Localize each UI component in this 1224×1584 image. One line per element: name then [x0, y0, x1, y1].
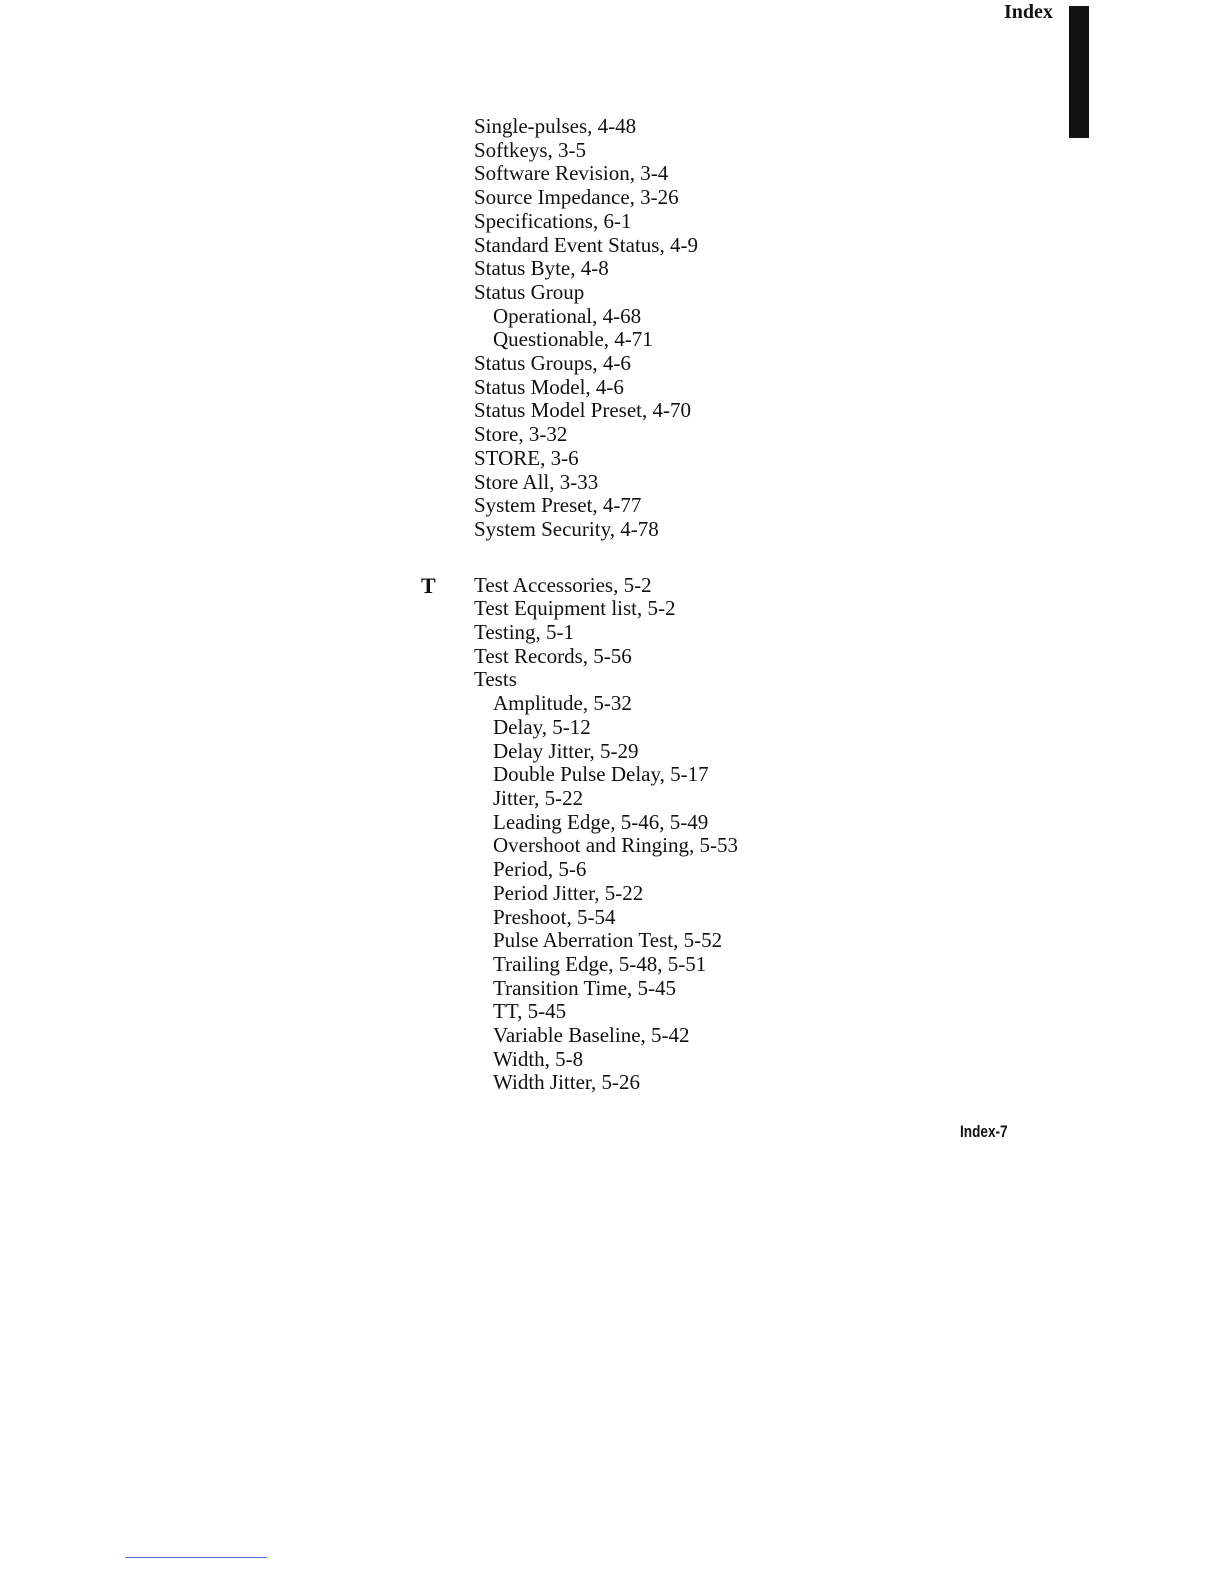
- entry-text: Test Equipment list, 5-2: [474, 596, 676, 621]
- index-entry: [474, 597, 854, 621]
- entry-text: Softkeys, 3-5: [474, 137, 586, 162]
- entry-text: Software Revision, 3-4: [474, 161, 669, 186]
- index-entry: [474, 115, 854, 139]
- index-entry: [474, 645, 854, 669]
- entry-text: Standard Event Status, 4-9: [474, 232, 698, 257]
- index-subentry: [474, 1000, 854, 1024]
- index-subentry: [474, 787, 854, 811]
- entry-text: Source Impedance, 3-26: [474, 185, 679, 210]
- entry-text: Delay, 5-12: [493, 714, 591, 739]
- entry-text: Preshoot, 5-54: [493, 904, 616, 929]
- entry-text: TT, 5-45: [493, 999, 567, 1024]
- index-subentry: [474, 811, 854, 835]
- entry-text: Delay Jitter, 5-29: [493, 738, 639, 763]
- index-entry: [474, 494, 854, 518]
- entry-text: Transition Time, 5-45: [493, 975, 677, 1000]
- index-subentry: [474, 1048, 854, 1072]
- index-subentry: [474, 1071, 854, 1095]
- index-subentry: [474, 882, 854, 906]
- entry-text: Test Records, 5-56: [474, 643, 632, 668]
- entry-text: Status Model Preset, 4-70: [474, 398, 691, 423]
- entry-text: Operational, 4-68: [493, 303, 642, 328]
- section-gap: [474, 542, 854, 574]
- index-subentry: [474, 977, 854, 1001]
- index-entry: [474, 399, 854, 423]
- entry-text: Store, 3-32: [474, 422, 568, 447]
- entry-text: Status Groups, 4-6: [474, 351, 631, 376]
- entry-text: Specifications, 6-1: [474, 208, 632, 233]
- footer-rule: [125, 1557, 267, 1558]
- entry-text: Width, 5-8: [493, 1046, 584, 1071]
- index-entry: [474, 281, 854, 305]
- entry-text: Leading Edge, 5-46, 5-49: [493, 809, 709, 834]
- entry-text: Double Pulse Delay, 5-17: [493, 762, 709, 787]
- index-entry: [474, 162, 854, 186]
- entry-text: Status Model, 4-6: [474, 374, 624, 399]
- index-entry: [474, 257, 854, 281]
- index-subentry: [474, 740, 854, 764]
- index-entry: [474, 447, 854, 471]
- index-entry: [474, 139, 854, 163]
- entry-text: STORE, 3-6: [474, 445, 579, 470]
- index-subentry: [474, 858, 854, 882]
- index-entry: [421, 572, 854, 598]
- entry-text: System Preset, 4-77: [474, 493, 642, 518]
- index-entry: [474, 352, 854, 376]
- index-entries: [421, 114, 854, 1095]
- index-subentry: [474, 692, 854, 716]
- entry-text: Overshoot and Ringing, 5-53: [493, 833, 738, 858]
- index-subentry: [474, 305, 854, 329]
- entry-text: Status Byte, 4-8: [474, 256, 609, 281]
- entry-text: Tests: [474, 667, 517, 692]
- index-entry: [474, 518, 854, 542]
- running-header-title: Index: [1004, 1, 1053, 23]
- entry-text: Test Accessories, 5-2: [474, 572, 652, 597]
- entry-text: Jitter, 5-22: [493, 785, 584, 810]
- entry-text: Period Jitter, 5-22: [493, 880, 644, 905]
- page-number: Index-7: [960, 1122, 1008, 1141]
- index-subentry: [474, 834, 854, 858]
- index-subentry: [474, 1024, 854, 1048]
- index-thumb-tab: [1069, 6, 1089, 138]
- index-section: [421, 572, 854, 1095]
- index-entry: [474, 186, 854, 210]
- section-letter: T: [421, 572, 436, 598]
- entry-text: Store All, 3-33: [474, 469, 599, 494]
- entry-text: Trailing Edge, 5-48, 5-51: [493, 951, 707, 976]
- index-entry: [474, 376, 854, 400]
- index-subentry: [474, 906, 854, 930]
- index-entry: [474, 210, 854, 234]
- entry-text: Width Jitter, 5-26: [493, 1070, 641, 1095]
- entry-text: Variable Baseline, 5-42: [493, 1023, 690, 1048]
- entry-text: Questionable, 4-71: [493, 327, 653, 352]
- index-entry: [474, 668, 854, 692]
- entry-text: Amplitude, 5-32: [493, 691, 632, 716]
- index-subentry: [474, 929, 854, 953]
- index-subentry: [474, 953, 854, 977]
- entry-text: Period, 5-6: [493, 857, 587, 882]
- entry-text: Single-pulses, 4-48: [474, 114, 637, 138]
- index-subentry: [474, 763, 854, 787]
- entry-text: System Security, 4-78: [474, 516, 659, 541]
- index-entry: [474, 423, 854, 447]
- index-subentry: [474, 328, 854, 352]
- entry-text: Pulse Aberration Test, 5-52: [493, 928, 723, 953]
- index-entry: [474, 234, 854, 258]
- index-entry: [474, 471, 854, 495]
- entry-text: Status Group: [474, 279, 585, 304]
- entry-text: Testing, 5-1: [474, 620, 575, 645]
- index-section: [474, 115, 854, 542]
- index-subentry: [474, 716, 854, 740]
- index-entry: [474, 621, 854, 645]
